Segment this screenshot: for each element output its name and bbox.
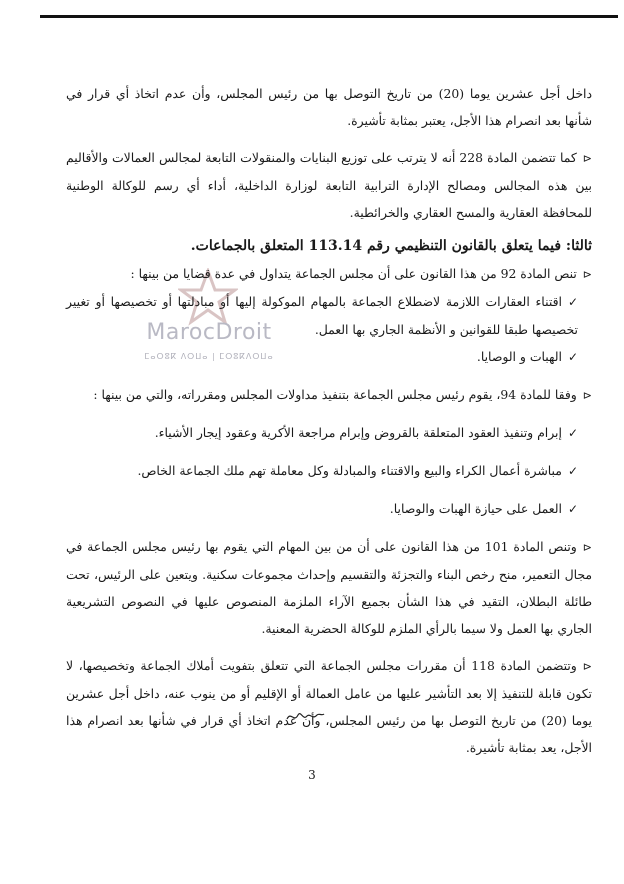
paragraph-5-text: وتنص المادة 101 من هذا القانون على أن من بين المهام التي يقوم بها رئيس مجلس الجماعة في مجال التعمير، منح رخص البناء والتجزئة والتقسيم وإحداث مجموعات سكنية. ويتعين على الرئيس، تحت طائلة البطلان، التقيد في هذا الشأن بجميع الآراء الملزمة المنصوص عليها في النصوص التشريعية الجاري بها العمل ولا سيما بالرأي الملزم للوكالة الحضرية المعنية. — [66, 539, 592, 636]
paragraph-4-text: وفقا للمادة 94، يقوم رئيس مجلس الجماعة بتنفيذ مداولات المجلس ومقرراته، والتي من بينها : — [93, 387, 577, 402]
section-heading: ثالثا: فيما يتعلق بالقانون التنظيمي رقم 113.14 المتعلق بالجماعات. — [190, 238, 592, 254]
arrowhead-bullet-icon: ⊲ — [582, 152, 593, 165]
checkmark-icon: ✓ — [567, 295, 578, 309]
paragraph-2 — [66, 144, 592, 226]
list-item-text: مباشرة أعمال الكراء والبيع والاقتناء والمبادلة وكل معاملة تهم ملك الجماعة الخاص. — [137, 463, 562, 478]
watermark-text: MarocDroit — [146, 320, 272, 345]
list-item-text: اقتناء العقارات اللازمة لاضطلاع الجماعة بالمهام الموكولة إليها أو مبادلتها أو تخصيصها أو تغيير تخصيصها طبقا للقوانين و الأنظمة الجاري بها العمل. — [66, 294, 578, 337]
paragraph-2-text: كما تتضمن المادة 228 أنه لا يترتب على توزيع البنايات والمنقولات التابعة لمجالس العمالات والأقاليم بين هذه المجالس ومصالح الإدارة الترابية التابعة لوزارة الداخلية، أداء أي رسم للوكالة الوطنية للمحافظة العقارية والمسح العقاري والخرائطية. — [66, 150, 592, 220]
list-item-text: إبرام وتنفيذ العقود المتعلقة بالقروض وإبرام مراجعة الأكرية وعقود إيجار الأشياء. — [154, 425, 562, 440]
list-item — [66, 457, 592, 485]
arrowhead-bullet-icon: ⊲ — [582, 389, 592, 402]
paragraph-3 — [66, 260, 592, 288]
paragraph-3-text: تنص المادة 92 من هذا القانون على أن مجلس الجماعة يتداول في عدة قضايا من بينها : — [130, 266, 577, 281]
arrowhead-bullet-icon: ⊲ — [582, 660, 593, 673]
top-rule — [40, 15, 618, 18]
checkmark-icon: ✓ — [567, 464, 578, 478]
checkmark-icon: ✓ — [567, 426, 578, 440]
list-item — [66, 288, 592, 343]
page-number: 3 — [308, 768, 316, 782]
paragraph-4 — [66, 381, 592, 409]
list-item — [66, 343, 592, 371]
list-item-text: العمل على حيازة الهبات والوصايا. — [389, 501, 562, 516]
list-item-text: الهبات و الوصايا. — [476, 349, 562, 364]
arrowhead-bullet-icon: ⊲ — [582, 541, 592, 554]
checkmark-icon: ✓ — [567, 350, 578, 364]
signature-mark — [285, 707, 325, 725]
paragraph-5 — [66, 533, 592, 642]
list-item — [66, 419, 592, 447]
checkmark-icon: ✓ — [567, 502, 578, 516]
paragraph-6-text: وتتضمن المادة 118 أن مقررات مجلس الجماعة التي تتعلق بتفويت أملاك الجماعة وتخصيصها، لا تكون قابلة للتنفيذ إلا بعد التأشير عليها من عامل العمالة أو الإقليم أو من ينوب عنه، داخل أجل عشرين يوما (20) من تاريخ التوصل بها من رئيس المجلس، وأن عدم اتخاذ أي قرار في شأنها بعد انصرام هذا الأجل، يعد بمثابة تأشيرة. — [66, 658, 592, 755]
paragraph-6 — [66, 652, 592, 761]
list-item — [66, 495, 592, 523]
arrowhead-bullet-icon: ⊲ — [582, 268, 592, 281]
paragraph-1: داخل أجل عشرين يوما (20) من تاريخ التوصل بها من رئيس المجلس، وأن عدم اتخاذ أي قرار في شأنها بعد انصرام هذا الأجل، يعتبر بمثابة تأشيرة. — [66, 86, 592, 128]
watermark-subtext: ⵎⴰⵔⵓⴽ ⴷⵔⵡⴰ | ⵎⵔⵓⴽⴷⵔⵡⴰ — [144, 352, 274, 361]
document-body — [66, 80, 592, 761]
